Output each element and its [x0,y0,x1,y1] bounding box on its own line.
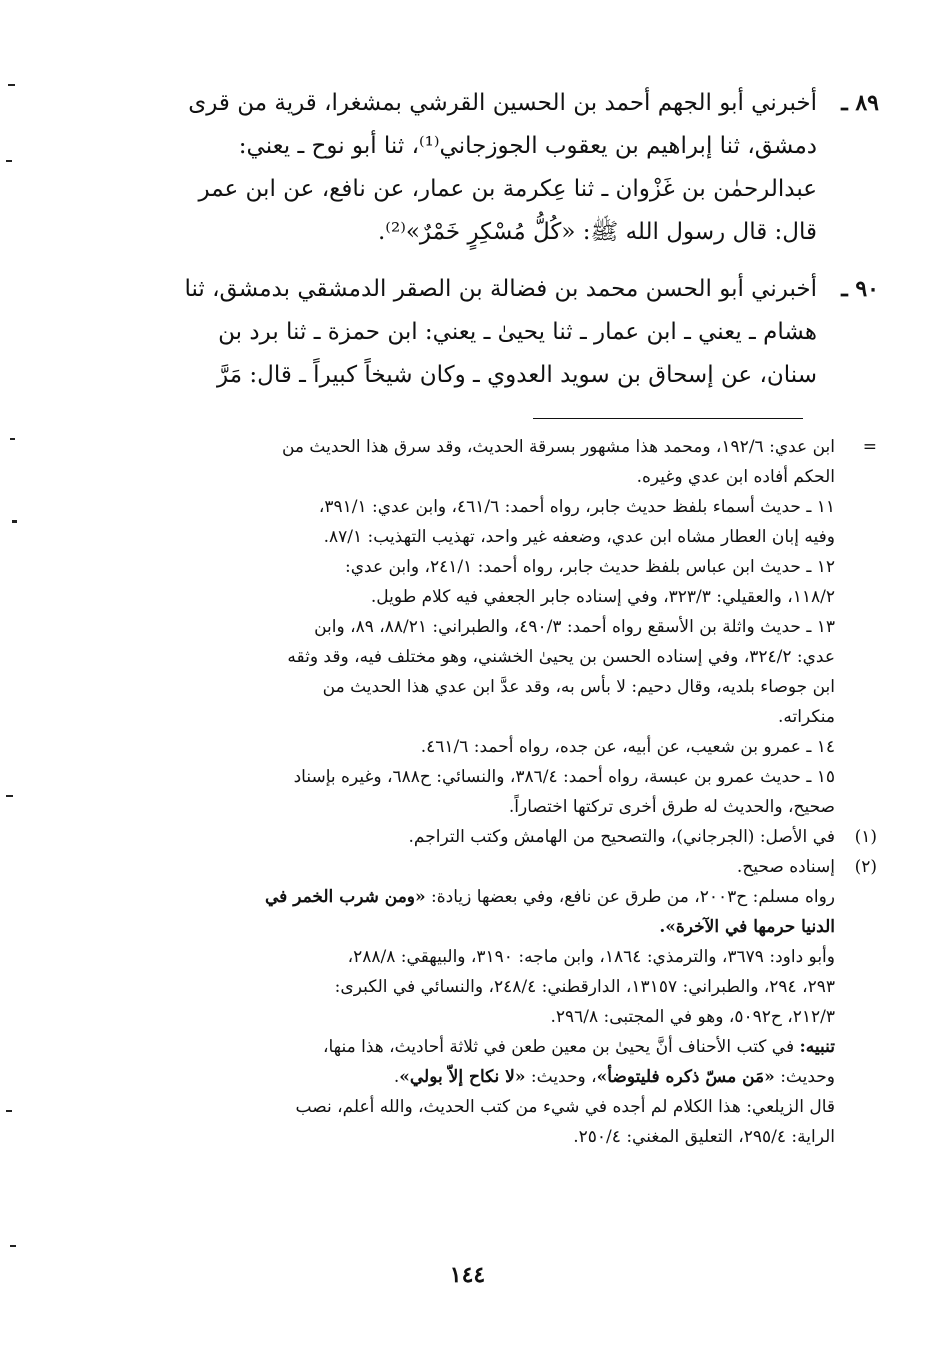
hadith-89 [117,82,879,254]
scan-mark [6,160,12,162]
footnote-line: قال الزيلعي: هذا الكلام لم أجده في شيء من كتب الحديث، والله أعلم، نصب [295,1097,835,1117]
footnote-line: ١١٨/٢، والعقيلي: ٣٢٣/٣، وفي إسناده جابر الجعفي فيه كلام طويل. [370,587,835,607]
page-number: ١٤٤ [449,1262,486,1288]
hadith-90 [117,268,879,397]
footnote-continuation [95,432,877,492]
scan-mark [6,1110,12,1112]
footnote-line: ابن جوصاء بلديه، وقال دحيم: لا بأس به، وقد عدَّ ابن عدي هذا الحديث من [322,677,835,697]
footnote-line [95,882,835,912]
hadith-number: ٨٩ ـ [841,90,879,116]
quoted-hadith: «لا نكاح إلاّ بولي» [399,1067,526,1087]
text-fragment: . [393,1067,400,1087]
footnote-item-11 [95,492,835,552]
footnote-item-13 [95,612,835,732]
footnote-line: ابن عدي: ١٩٢/٦، ومحمد هذا مشهور بسرقة الحديث، وقد سرق هذا الحديث من [281,437,835,457]
footnote-line: عدي: ٣٢٤/٢، وفي إسناده الحسن بن يحيىٰ الخشني، وهو مختلف فيه، وقد وثقه [287,647,835,667]
scan-mark [6,795,13,797]
footnote-line: ١٣ ـ حديث واثلة بن الأسقع رواه أحمد: ٤٩٠/٣، والطبراني: ٨٨/٢١، ٨٩، وابن [314,617,835,637]
quoted-addition: «ومن شرب الخمر في [264,887,426,907]
scan-mark [10,1245,16,1247]
footnote-separator [533,418,803,419]
text-line: أخبرني أبو الجهم أحمد بن الحسين القرشي بمشغرا، قرية من قرى [188,90,817,116]
footnote-1 [95,822,877,852]
quoted-hadith: «مَن مسّ ذكره فليتوضأ» [596,1067,775,1087]
text-line: قال: قال رسول الله ﷺ: «كُلُّ مُسْكِرٍ خَمْرٌ»⁽²⁾. [378,219,817,245]
footnote-line: وأبو داود: ٣٦٧٩، والترمذي: ١٨٦٤، وابن ماجه: ٣١٩٠، والبيهقي: ٢٨٨/٨، [347,947,835,967]
footnote-2 [95,852,877,1152]
footnote-line: ٢١٢/٣، ح٥٠٩٢، وهو في المجتبى: ٢٩٦/٨. [550,1007,835,1027]
footnote-line: ١٢ ـ حديث ابن عباس بلفظ حديث جابر، رواه أحمد: ٢٤١/١، وابن عدي: [344,557,835,577]
footnote-item-12 [95,552,835,612]
scan-mark [12,520,17,523]
tanbih-label: تنبيه: [799,1037,835,1057]
tanbih-text: في كتب الأحناف أنَّ يحيىٰ بن معين طعن في ثلاثة أحاديث، هذا منها، [322,1037,795,1057]
footnote-line: الراية: ٢٩٥/٤، التعليق المغني: ٢٥٠/٤. [573,1127,835,1147]
footnote-line: في الأصل: (الجرجاني)، والتصحيح من الهامش وكتب التراجم. [408,827,835,847]
footnote-line: ٢٩٣، ٢٩٤، والطبراني: ١٣١٥٧، الدارقطني: ٢٤٨/٤، والنسائي في الكبرى: [334,977,835,997]
footnote-line [95,1032,835,1062]
footnote-line: الحكم أفاده ابن عدي وغيره. [636,467,835,487]
text-fragment: ، وحديث: [530,1067,597,1087]
riwaya-text: رواه مسلم: ح٢٠٠٣، من طرق عن نافع، وفي بعضها زيادة: [431,887,835,907]
footnote-item-15 [95,762,835,822]
text-line: أخبرني أبو الحسن محمد بن فضالة بن الصقر الدمشقي بدمشق، ثنا [184,276,817,302]
text-fragment: وحديث: [780,1067,835,1087]
footnote-line [95,1062,835,1092]
footnote-line: منكراته. [778,707,835,727]
scan-mark [8,84,15,86]
text-line: هشام ـ يعني ـ ابن عمار ـ ثنا يحيىٰ ـ يعني: ابن حمزة ـ ثنا برد بن [218,319,817,345]
footnotes [95,432,877,1152]
continuation-mark: = [862,437,877,457]
footnote-line: ١١ ـ حديث أسماء بلفظ حديث جابر، رواه أحمد: ٤٦١/٦، وابن عدي: ٣٩١/١، [318,497,835,517]
footnote-line: إسناده صحيح. [736,857,835,877]
hadith-number: ٩٠ ـ [841,276,879,302]
footnote-line: صحيح، والحديث له طرق أخرى تركتها اختصاراً. [508,797,835,817]
scan-mark [10,438,15,440]
footnote-marker: (٢) [854,857,877,877]
footnote-marker: (١) [854,827,877,847]
main-text [117,82,879,411]
footnote-line: ١٥ ـ حديث عمرو بن عبسة، رواه أحمد: ٣٨٦/٤، والنسائي: ح٦٨٨، وغيره بإسناد [293,767,835,787]
text-line: دمشق، ثنا إبراهيم بن يعقوب الجوزجاني⁽¹⁾، ثنا أبو نوح ـ يعني: [238,133,817,159]
footnote-line: ١٤ ـ عمرو بن شعيب، عن أبيه، عن جده، رواه أحمد: ٤٦١/٦. [420,737,835,757]
text-line: عبدالرحمٰن بن غَزْوان ـ ثنا عِكرمة بن عمار، عن نافع، عن ابن عمر [198,176,817,202]
text-line: سنان، عن إسحاق بن سويد العدوي ـ وكان شيخاً كبيراً ـ قال: مَرَّ [217,362,817,388]
footnote-item-14 [95,732,835,762]
footnote-line: وفيه إبان العطار مشاه ابن عدي، وضعفه غير واحد، تهذيب التهذيب: ٨٧/١. [323,527,835,547]
quoted-addition: الدنيا حرمها في الآخرة». [659,917,835,937]
